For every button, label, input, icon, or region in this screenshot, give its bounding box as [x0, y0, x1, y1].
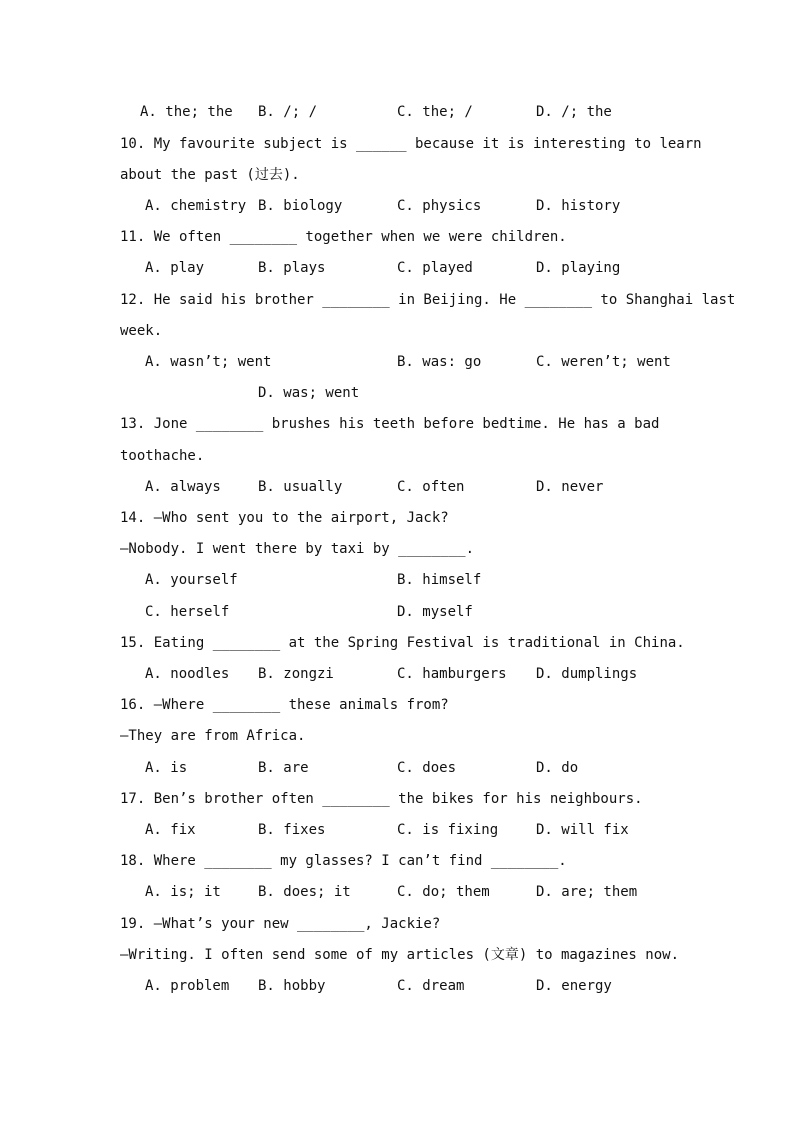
q17-option-c: C. is fixing — [397, 822, 499, 838]
question-13-line-1: 13. Jone ________ brushes his teeth before bedtime. He has a bad — [120, 416, 660, 432]
q18-option-d: D. are; them — [536, 884, 638, 900]
question-11: 11. We often ________ together when we were children. — [120, 229, 567, 245]
q15-option-b: B. zongzi — [258, 666, 334, 682]
q19-option-b: B. hobby — [258, 978, 326, 994]
q9-option-d: D. /; the — [536, 104, 612, 120]
q14-option-c: C. herself — [145, 604, 230, 620]
q12-option-a: A. wasn’t; went — [145, 354, 272, 370]
q15-option-d: D. dumplings — [536, 666, 638, 682]
question-19-line-1: 19. —What’s your new ________, Jackie? — [120, 916, 441, 932]
question-12-line-1: 12. He said his brother ________ in Beijing. He ________ to Shanghai last — [120, 292, 736, 308]
q17-option-d: D. will fix — [536, 822, 629, 838]
q13-option-b: B. usually — [258, 479, 343, 495]
question-18: 18. Where ________ my glasses? I can’t find ________. — [120, 853, 567, 869]
q12-option-d: D. was; went — [258, 385, 360, 401]
q13-option-a: A. always — [145, 479, 221, 495]
q16-option-b: B. are — [258, 760, 309, 776]
q18-option-c: C. do; them — [397, 884, 490, 900]
q10-option-d: D. history — [536, 198, 621, 214]
q10-option-b: B. biology — [258, 198, 343, 214]
question-13-line-2: toothache. — [120, 448, 205, 464]
q11-option-d: D. playing — [536, 260, 621, 276]
q9-option-c: C. the; / — [397, 104, 473, 120]
question-19-line-2: —Writing. I often send some of my articles (文章) to magazines now. — [120, 947, 680, 963]
q12-option-b: B. was: go — [397, 354, 482, 370]
question-15: 15. Eating ________ at the Spring Festival is traditional in China. — [120, 635, 685, 651]
question-14-line-2: —Nobody. I went there by taxi by ________. — [120, 541, 475, 557]
q19-option-a: A. problem — [145, 978, 230, 994]
q11-option-b: B. plays — [258, 260, 326, 276]
q16-option-c: C. does — [397, 760, 457, 776]
q11-option-a: A. play — [145, 260, 205, 276]
q9-option-b: B. /; / — [258, 104, 318, 120]
q9-option-a: A. the; the — [140, 104, 233, 120]
q10-option-c: C. physics — [397, 198, 482, 214]
q13-option-c: C. often — [397, 479, 465, 495]
question-14-line-1: 14. —Who sent you to the airport, Jack? — [120, 510, 449, 526]
q18-option-a: A. is; it — [145, 884, 221, 900]
question-16-line-1: 16. —Where ________ these animals from? — [120, 697, 449, 713]
q16-option-d: D. do — [536, 760, 579, 776]
q19-option-c: C. dream — [397, 978, 465, 994]
question-16-line-2: —They are from Africa. — [120, 728, 306, 744]
q15-option-c: C. hamburgers — [397, 666, 507, 682]
q13-option-d: D. never — [536, 479, 604, 495]
q14-option-a: A. yourself — [145, 572, 238, 588]
q16-option-a: A. is — [145, 760, 188, 776]
q14-option-d: D. myself — [397, 604, 473, 620]
q17-option-a: A. fix — [145, 822, 196, 838]
question-10-line-2: about the past (过去). — [120, 167, 300, 183]
q17-option-b: B. fixes — [258, 822, 326, 838]
question-17: 17. Ben’s brother often ________ the bikes for his neighbours. — [120, 791, 643, 807]
q14-option-b: B. himself — [397, 572, 482, 588]
q10-option-a: A. chemistry — [145, 198, 247, 214]
question-10-line-1: 10. My favourite subject is ______ because it is interesting to learn — [120, 136, 702, 152]
question-12-line-2: week. — [120, 323, 163, 339]
q15-option-a: A. noodles — [145, 666, 230, 682]
q11-option-c: C. played — [397, 260, 473, 276]
q12-option-c: C. weren’t; went — [536, 354, 671, 370]
q18-option-b: B. does; it — [258, 884, 351, 900]
q19-option-d: D. energy — [536, 978, 612, 994]
